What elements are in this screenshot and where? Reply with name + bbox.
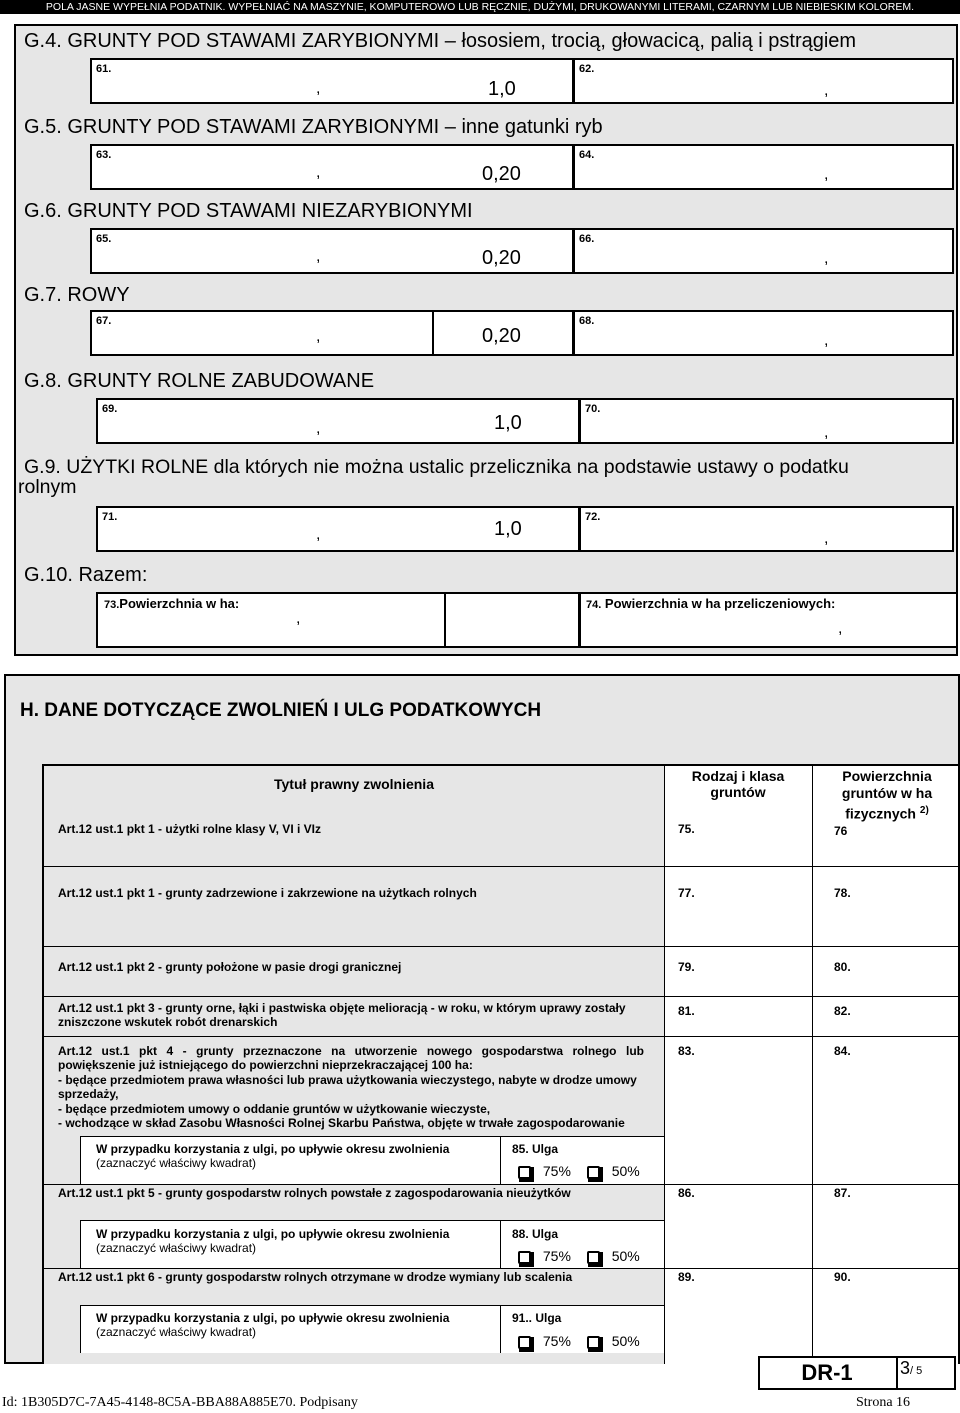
relief-3-options: [518, 1333, 640, 1349]
g5-right-no: 64.: [579, 149, 595, 161]
h-row-2-b: 78.: [834, 886, 851, 900]
g6-factor: 0,20: [482, 247, 521, 269]
g8-right-comma: ,: [824, 424, 829, 441]
g10-title: G.10. Razem:: [24, 564, 148, 586]
h-header-area-3-wrap: [814, 802, 960, 823]
h-row-4-text-2: zniszczone wskutek robót drenarskich: [58, 1015, 278, 1029]
page-label: Strona 16: [856, 1395, 911, 1410]
g7-left-comma: ,: [316, 328, 321, 345]
g8-left-no: 69.: [102, 403, 118, 415]
g6-right-field[interactable]: [573, 228, 954, 274]
relief-2-options: [518, 1248, 640, 1264]
h-row-6-b: 87.: [834, 1186, 851, 1200]
h-col-line-1: [664, 764, 665, 1364]
g6-right-no: 66.: [579, 233, 595, 245]
h-row-2-text: Art.12 ust.1 pkt 1 - grunty zadrzewione i zakrzewione na użytkach rolnych: [58, 886, 477, 900]
g9-left-comma: ,: [316, 526, 321, 543]
g8-factor: 1,0: [494, 412, 522, 434]
g7-factor: 0,20: [482, 325, 521, 347]
g7-title: G.7. ROWY: [24, 284, 130, 306]
g9-right-no: 72.: [585, 511, 601, 523]
h-row-5-line-3: - będące przedmiotem prawa własności lub prawa użytkowania wieczystego, nabyte w drodze umowy: [58, 1073, 637, 1087]
h-row-7-a: 89.: [678, 1270, 695, 1284]
section-h-title: H. DANE DOTYCZĄCE ZWOLNIEŃ I ULG PODATKOWYCH: [20, 700, 542, 721]
relief-1-checkbox-75[interactable]: [518, 1166, 531, 1179]
h-row-5-b: 84.: [834, 1044, 851, 1058]
g5-right-comma: ,: [824, 166, 829, 183]
h-row-1-text: Art.12 ust.1 pkt 1 - użytki rolne klasy V, VI i VIz: [58, 822, 321, 836]
h-row-5-line-2: powiększenie już istniejącego do powierzchni nieprzekraczającej 100 ha:: [58, 1058, 473, 1072]
relief-1-line-2: (zaznaczyć właściwy kwadrat): [96, 1156, 257, 1170]
h-header-kind: Rodzaj i klasa gruntów: [691, 768, 785, 800]
h-header-title: Tytuł prawny zwolnienia: [274, 776, 434, 792]
relief-1-line-1: W przypadku korzystania z ulgi, po upływie okresu zwolnienia: [96, 1142, 450, 1156]
relief-1-opt-75: 75%: [542, 1163, 571, 1179]
form-code-divider: [896, 1356, 898, 1390]
h-header-area-2: gruntów w ha: [841, 785, 933, 801]
g5-right-field[interactable]: [573, 144, 954, 190]
g4-title: G.4. GRUNTY POD STAWAMI ZARYBIONYMI – łososiem, trocią, głowacicą, palią i pstrągiem: [24, 30, 857, 52]
relief-1-opt-50: 50%: [611, 1163, 640, 1179]
g8-right-field[interactable]: [579, 398, 954, 444]
h-row-6-a: 86.: [678, 1186, 695, 1200]
h-row-6-text: Art.12 ust.1 pkt 5 - grunty gospodarstw rolnych powstałe z zagospodarowania nieużytków: [58, 1186, 571, 1200]
g5-title: G.5. GRUNTY POD STAWAMI ZARYBIONYMI – inne gatunki ryb: [24, 116, 603, 138]
relief-2-opt-75: 75%: [542, 1248, 571, 1264]
h-row-2-a: 77.: [678, 886, 695, 900]
relief-3-ulga: 91.. Ulga: [512, 1311, 562, 1325]
h-row-4-a: 81.: [678, 1004, 695, 1018]
relief-3-line-1: W przypadku korzystania z ulgi, po upływie okresu zwolnienia: [96, 1311, 450, 1325]
relief-1-checkbox-50[interactable]: [587, 1166, 600, 1179]
g8-right-no: 70.: [585, 403, 601, 415]
h-row-4-text-1: Art.12 ust.1 pkt 3 - grunty orne, łąki i pastwiska objęte melioracją - w roku, w którym uprawy zostały: [58, 1001, 626, 1015]
h-row-4-b: 82.: [834, 1004, 851, 1018]
relief-2-checkbox-50[interactable]: [587, 1251, 600, 1264]
relief-3-checkbox-50[interactable]: [587, 1336, 600, 1349]
h-header-area: [814, 768, 960, 823]
h-row-line: [44, 866, 958, 867]
relief-1-ulga: 85. Ulga: [512, 1142, 559, 1156]
h-row-5-line-4: sprzedaży,: [58, 1087, 119, 1101]
top-banner: POLA JASNE WYPEŁNIA PODATNIK. WYPEŁNIAĆ NA MASZYNIE, KOMPUTEROWO LUB RĘCZNIE, DUŻYMI, DRUKOWANYMI LITERAMI, CZARNYM LUB NIEBIESKIM KOLOREM.: [0, 0, 960, 14]
relief-box-1-divider: [500, 1136, 501, 1184]
h-row-line: [44, 1184, 958, 1185]
relief-box-3-divider: [500, 1305, 501, 1353]
form-code: DR-1: [801, 1360, 853, 1385]
relief-3-opt-75: 75%: [542, 1333, 571, 1349]
relief-2-checkbox-75[interactable]: [518, 1251, 531, 1264]
h-row-line: [44, 996, 958, 997]
h-row-line: [44, 1036, 958, 1037]
g6-left-no: 65.: [96, 233, 112, 245]
h-header-area-sup: 2): [919, 805, 929, 816]
g10-left-text: Powierzchnia w ha:: [119, 596, 240, 611]
relief-3-checkbox-75[interactable]: [518, 1336, 531, 1349]
g5-factor: 0,20: [482, 163, 521, 185]
h-row-5-a: 83.: [678, 1044, 695, 1058]
h-row-line: [44, 946, 958, 947]
h-row-1-a: 75.: [678, 822, 695, 836]
h-row-5-line-6: - wchodzące w skład Zasobu Własności Rolnej Skarbu Państwa, objęte w trwałe zagospodarowanie: [58, 1116, 625, 1130]
g9-factor: 1,0: [494, 518, 522, 540]
g9-title-line1: G.9. UŻYTKI ROLNE dla których nie można ustalic przelicznika na podstawie ustawy o podatku: [24, 456, 849, 478]
h-col-line-2: [812, 764, 813, 1364]
g4-left-comma: ,: [316, 80, 321, 97]
relief-2-line-1: W przypadku korzystania z ulgi, po upływie okresu zwolnienia: [96, 1227, 450, 1241]
g10-left-label: [104, 596, 239, 611]
relief-3-line-2: (zaznaczyć właściwy kwadrat): [96, 1325, 257, 1339]
h-header-area-3: fizycznych: [845, 805, 916, 822]
relief-2-line-2: (zaznaczyć właściwy kwadrat): [96, 1241, 257, 1255]
h-row-line: [44, 1268, 958, 1269]
h-row-3-b: 80.: [834, 960, 851, 974]
g10-right-no: 74.: [586, 599, 602, 611]
page-number-total: / 5: [910, 1365, 923, 1377]
g10-middle-box: [444, 592, 580, 648]
page-number-current: 3: [900, 1358, 911, 1378]
g5-left-no: 63.: [96, 149, 112, 161]
h-row-3-text: Art.12 ust.1 pkt 2 - grunty położone w pasie drogi granicznej: [58, 960, 402, 974]
g4-factor: 1,0: [488, 78, 516, 100]
g10-right-text: Powierzchnia w ha przeliczeniowych:: [604, 596, 836, 611]
relief-1-options: [518, 1163, 640, 1179]
relief-3-opt-50: 50%: [611, 1333, 640, 1349]
g9-title-line2: rolnym: [18, 476, 77, 498]
relief-box-2-divider: [500, 1220, 501, 1268]
h-row-7-text: Art.12 ust.1 pkt 6 - grunty gospodarstw rolnych otrzymane w drodze wymiany lub scalenia: [58, 1270, 573, 1284]
g5-left-comma: ,: [316, 164, 321, 181]
g8-left-comma: ,: [316, 420, 321, 437]
g7-right-field[interactable]: [573, 310, 954, 356]
page-number: [900, 1358, 922, 1379]
g8-title: G.8. GRUNTY ROLNE ZABUDOWANE: [24, 370, 375, 392]
g6-left-comma: ,: [316, 248, 321, 265]
g4-left-no: 61.: [96, 63, 112, 75]
g6-title: G.6. GRUNTY POD STAWAMI NIEZARYBIONYMI: [24, 200, 473, 222]
g7-right-comma: ,: [824, 332, 829, 349]
h-row-7-b: 90.: [834, 1270, 851, 1284]
g10-left-comma: ,: [296, 610, 301, 627]
g10-right-label: [586, 596, 835, 611]
g9-right-comma: ,: [824, 530, 829, 547]
g4-right-no: 62.: [579, 63, 595, 75]
g4-right-field[interactable]: [573, 58, 954, 104]
h-row-5-line-1: Art.12 ust.1 pkt 4 - grunty przeznaczone na utworzenie nowego gospodarstwa rolnego lub: [58, 1044, 644, 1058]
g7-right-no: 68.: [579, 315, 595, 327]
relief-2-ulga: 88. Ulga: [512, 1227, 559, 1241]
g7-left-no: 67.: [96, 315, 112, 327]
h-row-1-b: 76: [834, 824, 848, 838]
relief-2-opt-50: 50%: [611, 1248, 640, 1264]
g6-right-comma: ,: [824, 250, 829, 267]
g7-factor-box: [432, 310, 434, 356]
h-header-area-1: Powierzchnia: [842, 768, 932, 784]
g10-right-comma: ,: [838, 620, 843, 637]
g4-right-comma: ,: [824, 82, 829, 99]
g9-right-field[interactable]: [579, 506, 954, 552]
h-row-3-a: 79.: [678, 960, 695, 974]
document-id: Id: 1B305D7C-7A45-4148-8C5A-BBA88A885E70. Podpisany: [2, 1395, 358, 1410]
h-row-5-line-5: - będące przedmiotem umowy o oddanie gruntów w użytkowanie wieczyste,: [58, 1102, 491, 1116]
g10-left-no: 73.: [104, 599, 120, 611]
g9-left-no: 71.: [102, 511, 118, 523]
